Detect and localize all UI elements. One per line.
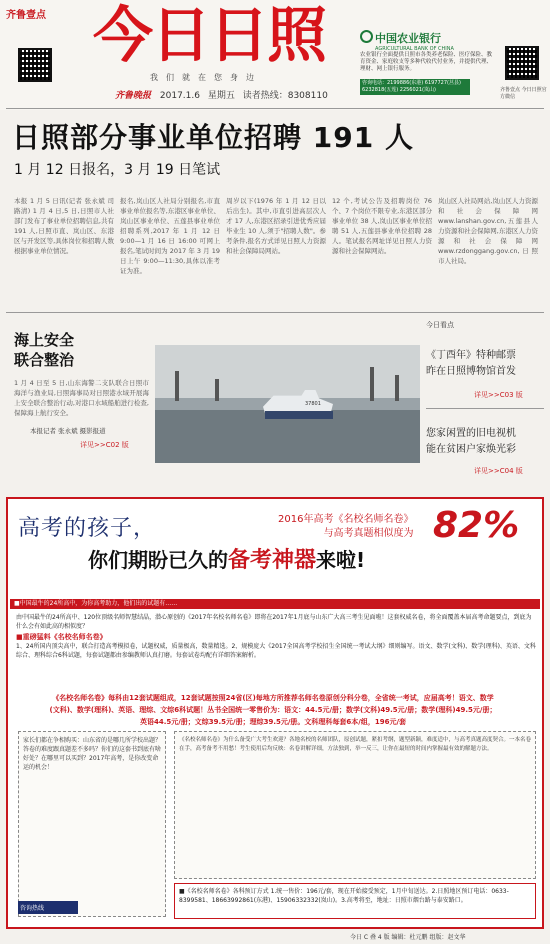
- ad-order-info: ■《名校名师名卷》各科预订方式 1.统一售价：196元/套，现在开始接受预定，1月中旬送达。2.日照地区预订电话：0633-8399581、18663992861(东港)、15906332332(岚山)。3.高考将至，地址：日照市烟台路与泰安路口。: [174, 883, 536, 919]
- bank-name: 中国农业银行: [375, 32, 441, 45]
- page-footer: 今日 C 叠 4 版 编辑：杜元鹏 组版：赵文华: [350, 934, 466, 941]
- masthead-slogan: 我们就在您身边: [150, 73, 262, 82]
- ad-headline: 高考的孩子，: [18, 516, 157, 541]
- issue-date: 2017.1.6: [159, 91, 200, 101]
- qr-code-right: [505, 46, 539, 80]
- article-column-4: 12 个,考试公告及招聘岗位 76 个、7 个岗位不限专业,东港区部分事业单位 38 人,岚山区事业单位招聘 51 人,五莲县事业单位招聘 28 人。笔试报名网址详见日照人力资源和社会保障网站。: [332, 197, 432, 255]
- bank-logo-icon: [360, 30, 373, 43]
- ad-intro-text: 由中国最牛的24所高中、120位顶级名师智慧结晶，潜心原创的《2017年名校名师名卷》即将在2017年1月底与山东广大高三考生见面啦！这套权威名卷，将全面覆盖本届高考命题要点，到底为什么会有如此高的相似度？: [16, 614, 532, 630]
- ad-percentage: 82%: [433, 505, 520, 546]
- bank-header: [375, 30, 495, 52]
- teaser-line: 能在贫困户家焕光彩: [426, 444, 516, 455]
- page-subheadline: 1 月 12 日报名，3 月 19 日笔试: [14, 162, 221, 178]
- reader-hotline: 读者热线：8308110: [242, 91, 328, 101]
- qr-code-left: [18, 48, 52, 82]
- ad-stat-line: 与高考真题相似度为: [323, 528, 414, 539]
- story-title: [14, 330, 74, 370]
- bank-ad-text: 农业银行全面提供日照市各类养老保险、医疗保险、教育资金、家庭收支等多种代收代付业务，并提供代理、理财、网上银行服务。: [360, 52, 493, 72]
- article-column-1: 本报 1 月 5 日讯(记者 张永斌 司路清) 1 月 4 日,5 日,日照市人社部门发布了事业单位招聘信息,共有 191 人,日照市直、岚山区、东港区与开发区等,具体岗位和招聘人数根据事业单位情况。: [14, 197, 114, 255]
- bank-hotline: 咨询电话：2199886(东港) 6197727(莒县) 6232818(五莲) 2256021(岚山): [360, 79, 470, 95]
- teaser-item[interactable]: [426, 348, 516, 380]
- ad-stat-text: [278, 513, 413, 541]
- bank-english-name: AGRICULTURAL BANK OF CHINA: [375, 46, 454, 52]
- ad-hotline-badge: 咨询热线: [18, 901, 78, 914]
- teaser-line: 《丁酉年》特种邮票: [426, 350, 516, 361]
- teaser-line: 您家闲置的旧电视机: [426, 428, 516, 439]
- article-column-2: 报名,岚山区人社局分别报名,市直事业单位报名等,东港区事业单位、岚山区事业单位、五莲县事业单位招聘系列,2017 年 1 月 12 日 9:00—1 月 16 日 16:00 可网上报名,笔试时间为 2017 年 3 月 19 日上午 9:00—11:30,具体以准考证为准。: [120, 197, 220, 275]
- story-title-line: 海上安全: [14, 331, 75, 349]
- ship-number: 37801: [305, 401, 321, 407]
- coast-guard-photo: [155, 345, 420, 463]
- article-column-5: 岚山区人社局网站,岚山区人力资源和社会保障网 www.lanshan.gov.cn,五莲县人力资源和社会保障网,东港区人力资源和社会保障网 www.rzdonggang.gov.cn,日照市人社局。: [438, 197, 538, 265]
- story-title-line: 联合整治: [14, 351, 75, 369]
- qr-right-label: 齐鲁壹点 今日日照官方微信: [500, 87, 547, 100]
- masthead-brand: 今日日照: [93, 1, 325, 71]
- ad-panel-right: 《名校名师名卷》为什么备受广大考生欢迎？各地名校的名师团队，原创试题，紧扣考纲，题型新颖，难度适中，与高考真题高度契合。一本名卷在手，高考备考不用愁！考生使用后均反映：名卷讲解详细，方法独到，举一反三，让你在最短的时间内掌握最有效的解题方法。: [174, 731, 536, 879]
- ad-price-summary: 《名校名师名卷》每科由12套试题组成，12套试题按照24省(区)每地方所推荐名师名卷原创分科分卷，全省统一考试，应届高考！语文、数学(文科)、数学(理科)、英语、理综、文综6科试题！丛书全国统一零售价为：语文：44.5元/册；数学(文科)49.5元/册；数学(理科)49.5元/册；英语44.5元/册；文综39.5元/册；理综39.5元/册。文科理科每套6本/组，196元/套: [49, 694, 497, 726]
- ship-hull: [265, 411, 333, 419]
- story-body: 1 月 4 日至 5 日,山东海警二支队联合日照市海洋与渔业局,日照海事局对日照港水域开展海上安全联合整治行动,对港口水域船舶进行检查,保障海上航行安全。: [14, 379, 149, 417]
- divider: [426, 408, 544, 409]
- ad-red-bar-text: ■中国最牛的24所高中，为你高考助力，他们出的试题有……: [14, 600, 178, 607]
- edition-name: 齐鲁晚报: [115, 91, 152, 101]
- teaser-more-link[interactable]: 详见>>C03 版: [474, 391, 523, 399]
- ad-detail-text: 1、24所国内顶尖高中，联合打造高考模拟卷，试题权威，质量极高，数量精选。2、规模庞大《2017全国高考学校招生全国统一考试大纲》细则编写。语文、数学(文科)、数学(理科)、英语、文科综合、理科综合6科试题，每套试题都由参编教师认真打磨。每套试卷均配有详细答案解析。: [16, 643, 536, 659]
- divider: [6, 108, 544, 109]
- divider: [6, 312, 544, 313]
- issue-weekday: 星期五: [207, 91, 235, 101]
- ad-section-heading: ■重磅猛料《名校名师名卷》: [16, 633, 107, 641]
- ad-red-bar: [10, 599, 540, 609]
- ad-text: 来啦!: [316, 548, 366, 572]
- sidebar-label: 今日看点: [426, 321, 454, 329]
- advertisement: [6, 497, 544, 929]
- teaser-line: 昨在日照博物馆首发: [426, 366, 516, 377]
- teaser-more-link[interactable]: 详见>>C04 版: [474, 467, 523, 475]
- ad-text: 你们期盼已久的: [88, 548, 228, 572]
- ad-panel-left: 家长们都在争相购买：山东省的是哪几所学校出题？答卷的难度跟真题差不多吗？你们的这套书到底有啥好处？在哪里可以买到？2017年高考，是你改变命运的机会！: [18, 731, 166, 917]
- ad-emphasis: 备考神器: [228, 548, 317, 573]
- ad-stat-line: 2016年高考《名校名师名卷》: [278, 514, 414, 525]
- page-headline: 日照部分事业单位招聘 191 人: [12, 121, 414, 154]
- qilu-logo: 齐鲁壹点: [6, 10, 46, 21]
- teaser-item[interactable]: [426, 426, 516, 458]
- story-credit: 本报记者 张永斌 摄影报道: [30, 427, 106, 435]
- date-bar: [115, 88, 328, 101]
- article-column-3: 周岁以下(1976 年 1 月 12 日以后出生)。其中,市直引进高层次人才 17 人,东港区招录引进优秀应届毕业生 10 人,须于"招聘人数"。参考条件,报名方式详见日照人力资源和社会保障局网站。: [226, 197, 326, 255]
- story-more-link[interactable]: 详见>>C02 版: [80, 441, 129, 449]
- ad-subheadline: [88, 543, 365, 574]
